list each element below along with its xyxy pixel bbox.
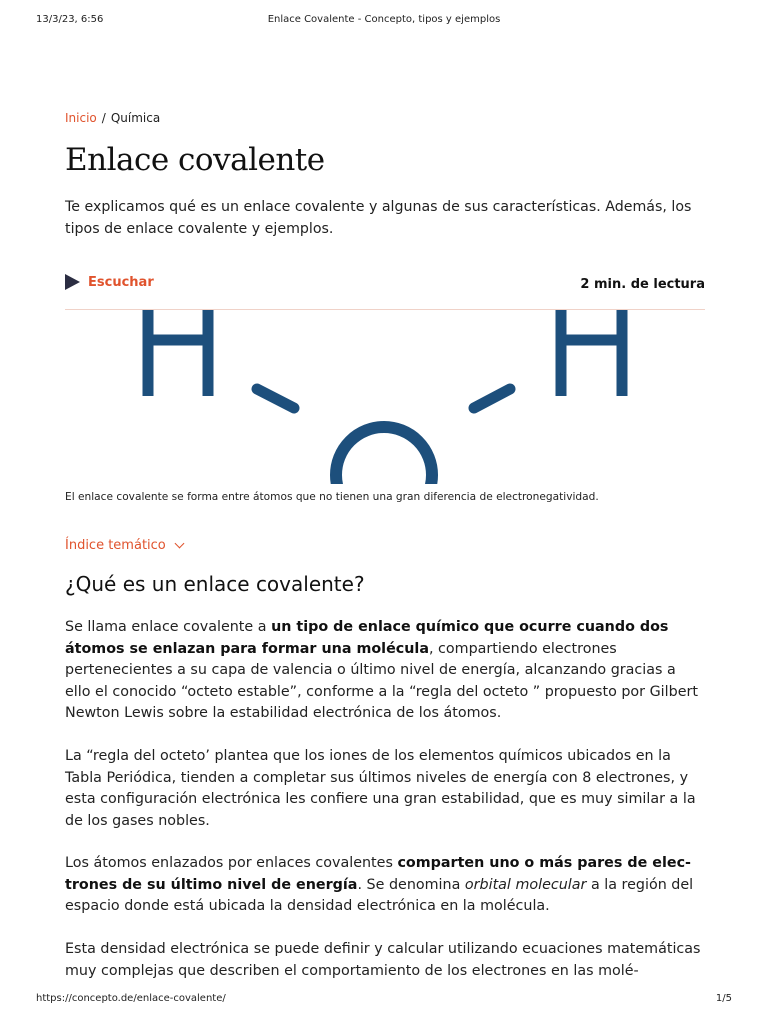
text: , compartiendo electrones pertenecientes a su capa de valencia o último nivel de energía, alcanzando gracias a ello el conocido “octeto estable”, conforme a la “regla del octeto ” propuesto por Gilbert Newton Lewis sobre la estabilidad electrónica de los átomos. <box>65 640 698 721</box>
atom-right-h <box>561 310 622 396</box>
reading-time: 2 min. de lectura <box>580 277 705 292</box>
play-icon <box>65 274 80 290</box>
paragraph-2 <box>65 746 705 832</box>
listen-button[interactable] <box>65 274 154 290</box>
chevron-down-icon <box>174 539 184 549</box>
paragraph-4 <box>65 939 705 982</box>
atom-center-o <box>336 427 432 484</box>
emphasis: comparten uno o más pares de electrones de su último nivel de energía <box>65 855 691 893</box>
lead-paragraph: Te explicamos qué es un enlace covalente y algunas de sus características. Además, los tipos de enlace covalente y ejemplos. <box>65 199 692 237</box>
text: . Se denomina <box>357 876 465 893</box>
text: La “regla del octeto’ plantea que los iones de los elementos químicos ubicados en la Tabla Periódica, tienden a completar sus últimos niveles de energía con 8 electrones, y esta configuración electrónica les confiere una gran estabilidad, que es muy similar a la de los gases nobles. <box>65 748 696 829</box>
emphasis: un tipo de enlace químico que ocurre cuando dos átomos se enlazan para formar una molécula <box>65 619 669 657</box>
listen-label: Escuchar <box>88 274 154 290</box>
molecule-figure <box>65 310 705 484</box>
print-date: 13/3/23, 6:56 <box>36 14 104 25</box>
breadcrumb-separator: / <box>101 111 106 125</box>
text: Los átomos enlazados por enlaces covalentes <box>65 855 398 871</box>
water-molecule-image <box>65 310 705 484</box>
paragraph-3 <box>65 853 705 918</box>
print-url: https://concepto.de/enlace-covalente/ <box>36 993 226 1004</box>
toc-label: Índice temático <box>65 538 166 553</box>
text: Se llama enlace covalente a <box>65 619 272 635</box>
italic-term: orbital molecular <box>464 876 587 893</box>
figure-caption: El enlace covalente se forma entre átomos que no tienen una gran diferencia de electronegatividad. <box>65 491 599 503</box>
print-page-title: Enlace Covalente - Concepto, tipos y ejemplos <box>267 14 501 25</box>
breadcrumb-current: Química <box>110 111 161 125</box>
breadcrumb-home-link[interactable]: Inicio <box>65 111 97 125</box>
text: Esta densidad electrónica se puede definir y calcular utilizando ecuaciones matemáticas muy complejas que describen el comportamiento de los electrones en las molé- <box>65 941 701 979</box>
paragraph-1 <box>65 617 705 725</box>
text: a la región del espacio donde está ubicada la densidad electrónica en la molécula. <box>65 876 694 914</box>
bond-left <box>257 389 294 408</box>
breadcrumb <box>65 111 160 125</box>
page-number: 1/5 <box>715 993 732 1004</box>
bond-right <box>474 389 510 408</box>
section-heading: ¿Qué es un enlace covalente? <box>65 572 365 596</box>
toc-toggle[interactable] <box>65 538 183 553</box>
page-title: Enlace covalente <box>65 142 325 178</box>
atom-left-h <box>148 310 208 396</box>
